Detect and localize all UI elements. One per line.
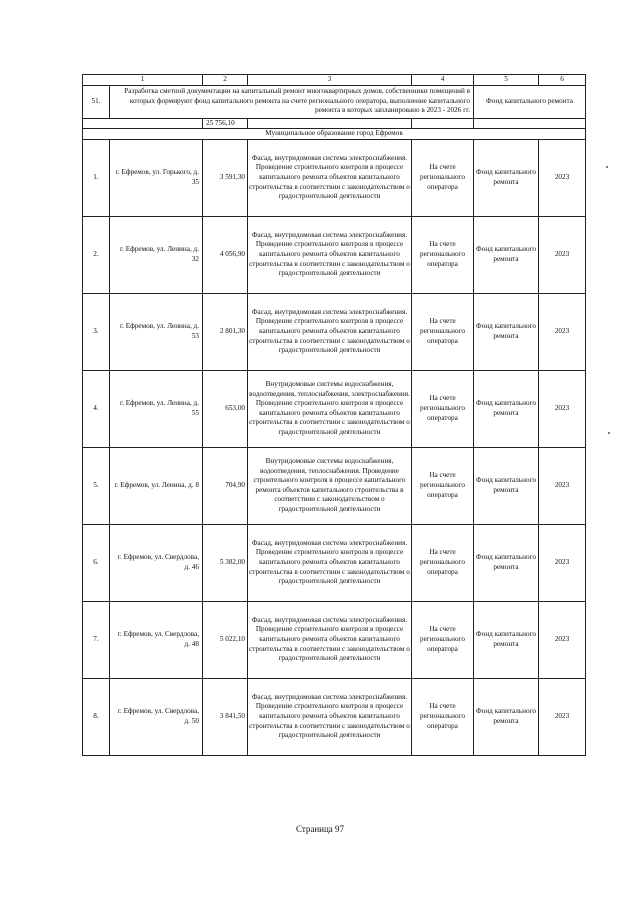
row-number: 2. <box>83 216 110 293</box>
repair-plan-table <box>82 74 586 756</box>
cost: 704,90 <box>203 447 248 524</box>
table-row <box>83 139 586 216</box>
year: 2023 <box>539 678 586 755</box>
row-51-fund: Фонд капитального ремонта <box>474 85 586 118</box>
municipality-name: Муниципальное образование город Ефремов <box>83 129 586 140</box>
row-number: 6. <box>83 524 110 601</box>
scan-speck <box>608 432 610 434</box>
cost: 5 022,10 <box>203 601 248 678</box>
year: 2023 <box>539 139 586 216</box>
cost: 5 382,00 <box>203 524 248 601</box>
cost: 3 591,30 <box>203 139 248 216</box>
cost: 653,00 <box>203 370 248 447</box>
cost: 2 801,30 <box>203 293 248 370</box>
row-number: 8. <box>83 678 110 755</box>
work-description: Фасад, внутридомовая система электроснабжения. Проведение строительного контроля в процессе капитального ремонта объектов капитального строительства в соответствии с законодательством о градостроительной деятельности <box>248 601 412 678</box>
col-header: 1 <box>83 75 203 86</box>
address: г. Ефремов, ул. Свердлова, д. 50 <box>110 678 203 755</box>
column-number-row <box>83 75 586 86</box>
account: На счете регионального оператора <box>412 139 474 216</box>
address: г. Ефремов, ул. Ленина, д. 8 <box>110 447 203 524</box>
total-cost: 25 756,10 <box>203 118 248 129</box>
account: На счете регионального оператора <box>412 678 474 755</box>
year: 2023 <box>539 293 586 370</box>
page-footer: Страница 97 <box>295 824 345 834</box>
row-51 <box>83 85 586 118</box>
row-number: 1. <box>83 139 110 216</box>
year: 2023 <box>539 524 586 601</box>
table-row <box>83 293 586 370</box>
table-row <box>83 216 586 293</box>
work-description: Внутридомовые системы водоснабжения, водоотведения, теплоснабжения. Проведение строительного контроля в процессе капитального ремонта объектов капитального строительства в соответствии с законодательством о градостроительной деятельности <box>248 447 412 524</box>
address: г. Ефремов, ул. Ленина, д. 55 <box>110 370 203 447</box>
table-row <box>83 447 586 524</box>
fund: Фонд капитального ремонта <box>474 216 539 293</box>
work-description: Фасад, внутридомовая система электроснабжения. Проведение строительного контроля в процессе капитального ремонта объектов капитального строительства в соответствии с законодательством о градостроительной деятельности <box>248 139 412 216</box>
fund: Фонд капитального ремонта <box>474 447 539 524</box>
col-header: 5 <box>474 75 539 86</box>
scan-speck <box>606 166 608 168</box>
col-header: 3 <box>248 75 412 86</box>
col-header: 4 <box>412 75 474 86</box>
row-number: 4. <box>83 370 110 447</box>
year: 2023 <box>539 216 586 293</box>
year: 2023 <box>539 447 586 524</box>
address: г. Ефремов, ул. Свердлова, д. 46 <box>110 524 203 601</box>
fund: Фонд капитального ремонта <box>474 678 539 755</box>
work-description: Фасад, внутридомовая система электроснабжения. Проведение строительного контроля в процессе капитального ремонта объектов капитального строительства в соответствии с законодательством о градостроительной деятельности <box>248 524 412 601</box>
address: г. Ефремов, ул. Свердлова, д. 48 <box>110 601 203 678</box>
account: На счете регионального оператора <box>412 601 474 678</box>
account: На счете регионального оператора <box>412 447 474 524</box>
table-row <box>83 370 586 447</box>
year: 2023 <box>539 601 586 678</box>
work-description: Внутридомовые системы водоснабжения, водоотведения, теплоснабжения, электроснабжения. Проведение строительного контроля в процессе капитального ремонта объектов капитального строительства в соответствии с законодательством о градостроительной деятельности <box>248 370 412 447</box>
row-51-description: Разработка сметной документации на капитальный ремонт многоквартирных домов, собственники помещений в которых формируют фонд капитального ремонта на счете регионального оператора, выполнение капитального ремонта в которых запланировано в 2023 - 2026 гг. <box>110 85 474 118</box>
address: г. Ефремов, ул. Горького, д. 35 <box>110 139 203 216</box>
row-number: 51. <box>83 85 110 118</box>
fund: Фонд капитального ремонта <box>474 370 539 447</box>
total-row <box>83 118 586 129</box>
cost: 3 841,50 <box>203 678 248 755</box>
work-description: Фасад, внутридомовая система электроснабжения. Проведение строительного контроля в процессе капитального ремонта объектов капитального строительства в соответствии с законодательством о градостроительной деятельности <box>248 216 412 293</box>
fund: Фонд капитального ремонта <box>474 601 539 678</box>
row-number: 5. <box>83 447 110 524</box>
account: На счете регионального оператора <box>412 370 474 447</box>
account: На счете регионального оператора <box>412 524 474 601</box>
fund: Фонд капитального ремонта <box>474 524 539 601</box>
work-description: Фасад, внутридомовая система электроснабжения. Проведение строительного контроля в процессе капитального ремонта объектов капитального строительства в соответствии с законодательством о градостроительной деятельности <box>248 293 412 370</box>
col-header: 6 <box>539 75 586 86</box>
col-header: 2 <box>203 75 248 86</box>
row-number: 7. <box>83 601 110 678</box>
account: На счете регионального оператора <box>412 216 474 293</box>
row-number: 3. <box>83 293 110 370</box>
fund: Фонд капитального ремонта <box>474 139 539 216</box>
cost: 4 056,90 <box>203 216 248 293</box>
municipality-row <box>83 129 586 140</box>
fund: Фонд капитального ремонта <box>474 293 539 370</box>
account: На счете регионального оператора <box>412 293 474 370</box>
address: г. Ефремов, ул. Ленина, д. 32 <box>110 216 203 293</box>
work-description: Фасад, внутридомовая система электроснабжения. Проведение строительного контроля в процессе капитального ремонта объектов капитального строительства в соответствии с законодательством о градостроительной деятельности <box>248 678 412 755</box>
table-row <box>83 524 586 601</box>
year: 2023 <box>539 370 586 447</box>
table-row <box>83 678 586 755</box>
address: г. Ефремов, ул. Ленина, д. 53 <box>110 293 203 370</box>
table-row <box>83 601 586 678</box>
